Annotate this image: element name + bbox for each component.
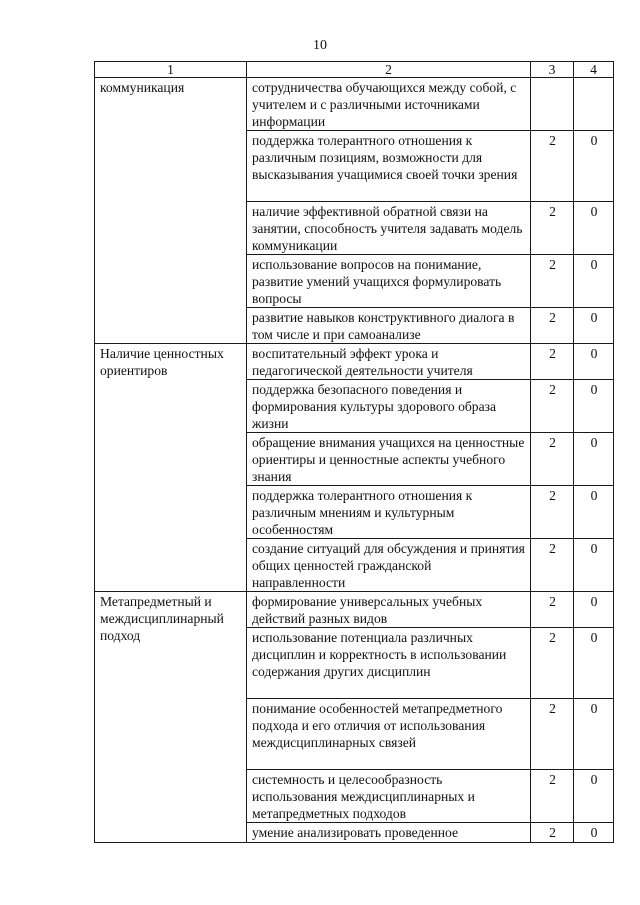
page-number: 10 — [313, 38, 327, 53]
criterion-cell: использование вопросов на понимание, развитие умений учащихся формулировать вопросы — [247, 255, 531, 308]
score-cell: 2 — [531, 628, 574, 699]
category-cell: Метапредметный и междисциплинарный подход — [95, 592, 247, 843]
min-score-cell: 0 — [574, 202, 614, 255]
score-cell — [531, 78, 574, 131]
min-score-cell: 0 — [574, 433, 614, 486]
criterion-cell: сотрудничества обучающихся между собой, с учителем и с различными источниками информации — [247, 78, 531, 131]
header-row — [95, 62, 614, 78]
score-cell: 2 — [531, 539, 574, 592]
column-header-4: 4 — [574, 62, 614, 78]
min-score-cell: 0 — [574, 344, 614, 380]
column-header-3: 3 — [531, 62, 574, 78]
table-row — [95, 78, 614, 131]
criterion-cell: поддержка толерантного отношения к различным мнениям и культурным особенностям — [247, 486, 531, 539]
min-score-cell: 0 — [574, 308, 614, 344]
criterion-cell: наличие эффективной обратной связи на занятии, способность учителя задавать модель коммуникации — [247, 202, 531, 255]
min-score-cell: 0 — [574, 823, 614, 843]
score-cell: 2 — [531, 486, 574, 539]
score-cell: 2 — [531, 308, 574, 344]
min-score-cell: 0 — [574, 592, 614, 628]
criterion-cell: развитие навыков конструктивного диалога в том числе и при самоанализе — [247, 308, 531, 344]
table-row — [95, 344, 614, 380]
column-header-1: 1 — [95, 62, 247, 78]
score-cell: 2 — [531, 592, 574, 628]
score-cell: 2 — [531, 255, 574, 308]
criterion-cell: обращение внимания учащихся на ценностные ориентиры и ценностные аспекты учебного знания — [247, 433, 531, 486]
score-cell: 2 — [531, 699, 574, 770]
criterion-cell: поддержка толерантного отношения к различным позициям, возможности для высказывания учащимися своей точки зрения — [247, 131, 531, 202]
evaluation-table — [94, 61, 614, 843]
criterion-cell: поддержка безопасного поведения и формирования культуры здорового образа жизни — [247, 380, 531, 433]
score-cell: 2 — [531, 770, 574, 823]
min-score-cell: 0 — [574, 486, 614, 539]
score-cell: 2 — [531, 131, 574, 202]
score-cell: 2 — [531, 202, 574, 255]
criterion-cell: использование потенциала различных дисциплин и корректность в использовании содержания других дисциплин — [247, 628, 531, 699]
category-cell: коммуникация — [95, 78, 247, 344]
min-score-cell: 0 — [574, 380, 614, 433]
criterion-cell: умение анализировать проведенное — [247, 823, 531, 843]
min-score-cell — [574, 78, 614, 131]
table-row — [95, 592, 614, 628]
min-score-cell: 0 — [574, 770, 614, 823]
criterion-cell: понимание особенностей метапредметного подхода и его отличия от использования междисциплинарных связей — [247, 699, 531, 770]
min-score-cell: 0 — [574, 131, 614, 202]
score-cell: 2 — [531, 823, 574, 843]
column-header-2: 2 — [247, 62, 531, 78]
criterion-cell: воспитательный эффект урока и педагогической деятельности учителя — [247, 344, 531, 380]
min-score-cell: 0 — [574, 699, 614, 770]
criterion-cell: формирование универсальных учебных действий разных видов — [247, 592, 531, 628]
score-cell: 2 — [531, 380, 574, 433]
category-cell: Наличие ценностных ориентиров — [95, 344, 247, 592]
criterion-cell: системность и целесообразность использования междисциплинарных и метапредметных подходов — [247, 770, 531, 823]
score-cell: 2 — [531, 344, 574, 380]
score-cell: 2 — [531, 433, 574, 486]
min-score-cell: 0 — [574, 255, 614, 308]
criterion-cell: создание ситуаций для обсуждения и принятия общих ценностей гражданской направленности — [247, 539, 531, 592]
min-score-cell: 0 — [574, 539, 614, 592]
min-score-cell: 0 — [574, 628, 614, 699]
